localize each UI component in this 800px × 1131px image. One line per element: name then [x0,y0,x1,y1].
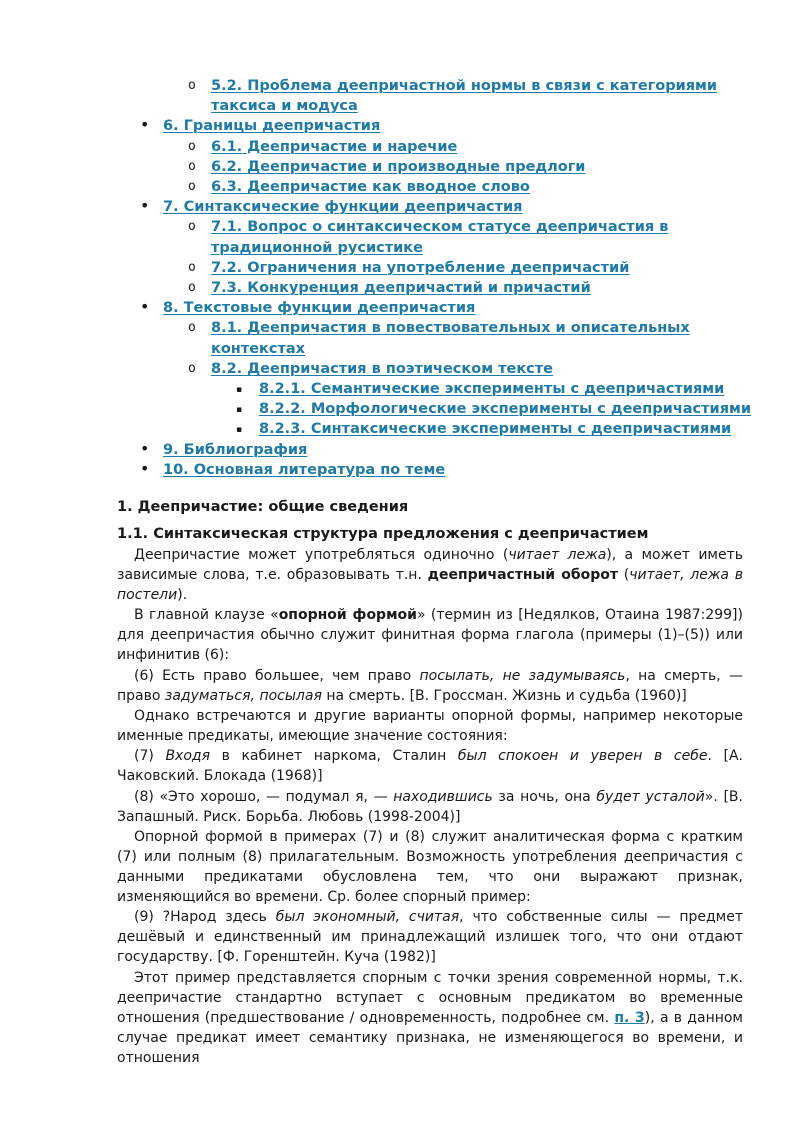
paragraph-4: Однако встречаются и другие варианты опорной формы, например некоторые именные предикаты, имеющие значение состояния: [117,708,743,744]
text-span: в кабинет наркома, Сталин [210,748,458,764]
toc-link[interactable]: 6.1. Деепричастие и наречие [211,138,458,155]
text-span: , что собственные силы — предмет дешёвый и единственный им принадлежащий излишек того, что они отдают государству. [Ф. Горенштейн. Куча (1982)] [117,909,743,965]
subsection-heading: 1.1. Синтаксическая структура предложения с деепричастием [117,526,649,542]
paragraph-7: Опорной формой в примерах (7) и (8) служит аналитическая форма с кратким (7) или полным (8) прилагательным. Возможность употребления деепричастия с данными предикатами обусловлена тем, что они выражают признак, изменяющийся во времени. Ср. более спорный пример: [117,829,743,905]
toc-link[interactable]: 10. Основная литература по теме [163,461,446,478]
toc-marker: o [188,179,196,194]
toc-marker: o [188,158,196,174]
toc-item [188,137,458,157]
toc-marker: o [188,219,196,235]
toc-item [188,258,630,278]
text-span: (9) ?Народ здесь [134,909,276,925]
toc-marker: o [188,280,196,295]
toc-link[interactable]: 6.3. Деепричастие как вводное слово [211,179,530,195]
toc-marker: • [140,115,150,135]
toc-item [188,278,591,298]
toc-marker: • [140,458,150,478]
toc-link[interactable]: 8.2.2. Морфологические эксперименты с деепричастиями [259,401,752,418]
toc-link[interactable]: 9. Библиография [163,441,308,458]
toc-link[interactable]: 7.3. Конкуренция деепричастий и причастий [211,280,591,296]
toc-item [236,419,732,439]
text-span: » (термин из [Недялков, Отаина 1987:299]) для деепричастия обычно служит финитная форма глагола (примеры (1)–(5)) или инфинитив (6): [117,607,743,663]
toc-marker: ▪ [236,425,243,436]
term-bold: деепричастный оборот [427,567,618,583]
italic-example: находившись [393,789,493,805]
example-8 [117,787,743,827]
toc-link[interactable]: 6. Границы деепричастия [163,118,381,135]
toc-marker: o [188,259,196,275]
italic-example: был экономный, считая [275,909,460,925]
example-9 [117,907,743,967]
text-span: Деепричастие может употребляться одиночно ( [134,547,509,563]
toc-marker: ▪ [236,385,243,395]
toc-item [188,217,669,237]
toc-item [236,399,752,419]
section-3-link[interactable]: п. 3 [614,1010,645,1026]
toc-marker: • [140,196,150,216]
example-7 [117,746,743,786]
text-span: . [А. Чаковский. Блокада (1968)] [117,748,743,784]
toc-marker: • [140,297,150,317]
toc-marker: o [188,78,196,93]
toc-item [188,76,718,96]
toc-link[interactable]: традиционной русистике [211,239,423,256]
italic-example: посылать, не задумываясь [419,668,626,684]
section-heading: 1. Деепричастие: общие сведения [117,499,409,515]
toc-item [140,196,523,217]
italic-example: задуматься, посылая [164,688,322,704]
toc-marker: o [188,320,196,336]
term-bold: опорной формой [278,607,417,623]
toc-item [188,318,690,338]
toc-item-continuation [211,238,423,258]
toc-item [188,157,586,177]
text-span: Этот пример представляется спорным с точки зрения современной нормы, т.к. деепричастие стандартно вступает с основным предикатом во временные отношения (предшествование / одновременность, подробнее см. [117,970,743,1026]
italic-example: читает лежа [508,547,607,563]
toc-link[interactable]: 8.1. Деепричастия в повествовательных и описательных [211,320,690,337]
text-span: , на смерть, — право [117,668,743,704]
text-span: ), а может иметь зависимые слова, т.е. образовывать т.н. [117,547,744,583]
toc-item [140,458,446,480]
toc-link[interactable]: 8.2. Деепричастия в поэтическом тексте [211,360,554,377]
text-span: ), а в данном случае предикат имеет семантику признака, не изменяющегося во времени, и отношения [117,1010,743,1066]
toc-item [140,297,476,318]
paragraph-9 [117,968,743,1068]
text-span: на смерть. [В. Гроссман. Жизнь и судьба (1960)] [321,688,687,704]
italic-example: читает, лежа в постели [117,567,743,603]
italic-example: был спокоен и уверен в себе [457,748,708,764]
toc-link[interactable]: таксиса и модуса [211,98,358,115]
text-span: ». [В. Запашный. Риск. Борьба. Любовь (1998-2004)] [117,789,743,825]
toc-item [188,359,554,379]
toc-marker: o [188,360,196,376]
text-span: (6) Есть право большее, чем право [134,668,420,684]
toc-marker: ▪ [236,405,243,416]
toc-item [236,379,725,399]
toc-item-continuation [211,96,358,116]
text-span: ). [177,587,188,603]
toc-link[interactable]: 7.1. Вопрос о синтаксическом статусе деепричастия в [211,219,669,236]
toc-link[interactable]: 6.2. Деепричастие и производные предлоги [211,158,586,175]
text-span: В главной клаузе « [134,607,279,623]
toc-link[interactable]: 8.2.1. Семантические эксперименты с деепричастиями [259,381,725,397]
text-span: (7) [134,748,166,764]
toc-item [140,438,308,460]
toc-link[interactable]: 7. Синтаксические функции деепричастия [163,199,523,216]
text-span: ( [618,567,630,583]
toc-marker: o [188,138,196,154]
toc-link[interactable]: 8.2.3. Синтаксические эксперименты с деепричастиями [259,421,732,438]
toc-link[interactable]: 7.2. Ограничения на употребление деепричастий [211,259,630,276]
toc-link[interactable]: 5.2. Проблема деепричастной нормы в связи с категориями [211,78,718,94]
toc-item [140,115,381,136]
example-6 [117,666,743,706]
toc-item [188,177,530,197]
toc-link[interactable]: 8. Текстовые функции деепричастия [163,300,476,317]
toc-link[interactable]: контекстах [211,340,306,357]
toc-marker: • [140,438,150,458]
paragraph-2 [117,605,743,665]
toc-item-continuation [211,339,305,359]
italic-example: Входя [165,748,210,764]
paragraph-1 [117,545,743,605]
text-span: (8) «Это хорошо, — подумал я, — [134,789,394,805]
text-span: за ночь, она [492,789,597,805]
italic-example: будет усталой [596,789,705,805]
